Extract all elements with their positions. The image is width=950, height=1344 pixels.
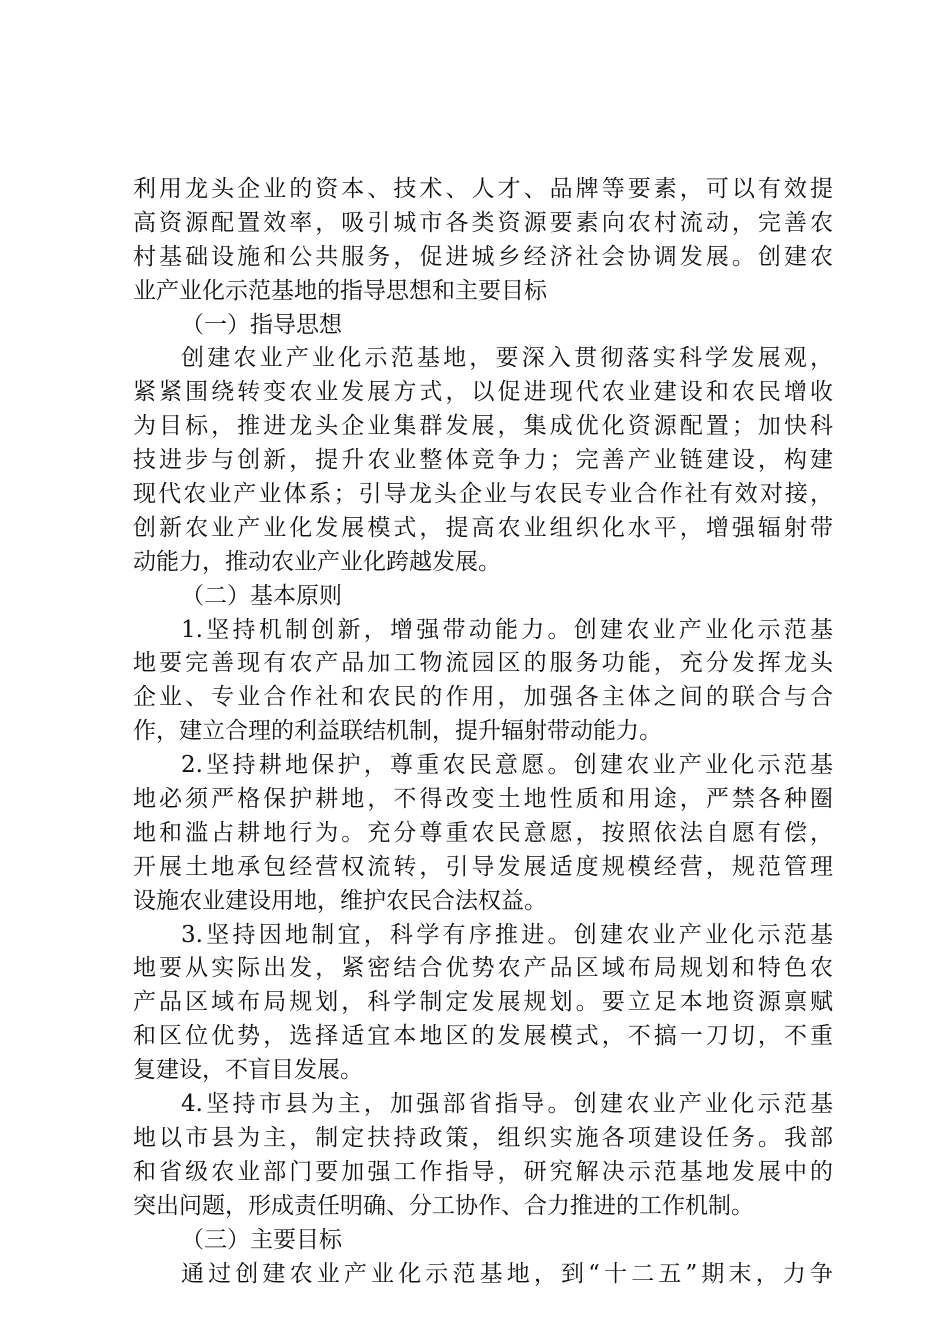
body-line: 创新农业产业化发展模式，提高农业组织化水平，增强辐射带 [133, 514, 833, 541]
body-line: 地和滥占耕地行为。充分尊重农民意愿，按照依法自愿有偿， [133, 819, 833, 846]
section-heading-basic-principles: （二）基本原则 [181, 582, 342, 609]
body-line: 现代农业产业体系；引导龙头企业与农民专业合作社有效对接， [133, 481, 833, 508]
section-heading-guiding-thought: （一）指导思想 [181, 311, 342, 338]
principle-1-first-line: 1.坚持机制创新，增强带动能力。创建农业产业化示范基 [181, 616, 833, 643]
section-heading-main-goals: （三）主要目标 [181, 1226, 342, 1253]
body-line: 地要从实际出发，紧密结合优势农产品区域布局规划和特色农 [133, 955, 833, 982]
paragraph-first-line: 通过创建农业产业化示范基地，到“十二五”期末，力争 [181, 1260, 833, 1287]
body-line: 为目标，推进龙头企业集群发展，集成优化资源配置；加快科 [133, 413, 833, 440]
body-line: 地必须严格保护耕地，不得改变土地性质和用途，严禁各种圈 [133, 786, 833, 813]
body-line: 设施农业建设用地，维护农民合法权益。 [133, 887, 547, 914]
body-line: 高资源配置效率，吸引城市各类资源要素向农村流动，完善农 [133, 209, 833, 236]
body-line: 利用龙头企业的资本、技术、人才、品牌等要素，可以有效提 [133, 176, 833, 202]
body-line: 和省级农业部门要加强工作指导，研究解决示范基地发展中的 [133, 1158, 833, 1185]
principle-2-first-line: 2.坚持耕地保护，尊重农民意愿。创建农业产业化示范基 [181, 752, 833, 779]
paragraph-first-line: 创建农业产业化示范基地，要深入贯彻落实科学发展观， [181, 345, 833, 372]
body-line: 紧紧围绕转变农业发展方式，以促进现代农业建设和农民增收 [133, 379, 833, 406]
principle-4-first-line: 4.坚持市县为主，加强部省指导。创建农业产业化示范基 [181, 1091, 833, 1118]
body-line: 开展土地承包经营权流转，引导发展适度规模经营，规范管理 [133, 853, 833, 880]
body-line: 技进步与创新，提升农业整体竞争力；完善产业链建设，构建 [133, 447, 833, 474]
principle-3-first-line: 3.坚持因地制宜，科学有序推进。创建农业产业化示范基 [181, 921, 833, 948]
body-line: 产品区域布局规划，科学制定发展规划。要立足本地资源禀赋 [133, 989, 833, 1016]
body-line: 动能力，推动农业产业化跨越发展。 [133, 548, 501, 575]
body-line: 村基础设施和公共服务，促进城乡经济社会协调发展。创建农 [133, 243, 833, 270]
body-line: 地要完善现有农产品加工物流园区的服务功能，充分发挥龙头 [133, 650, 833, 677]
body-line: 企业、专业合作社和农民的作用，加强各主体之间的联合与合 [133, 684, 833, 711]
document-body [133, 173, 833, 1291]
body-line: 和区位优势，选择适宜本地区的发展模式，不搞一刀切，不重 [133, 1023, 833, 1050]
body-line: 作，建立合理的利益联结机制，提升辐射带动能力。 [133, 718, 662, 745]
body-line: 突出问题，形成责任明确、分工协作、合力推进的工作机制。 [133, 1192, 754, 1219]
body-line: 业产业化示范基地的指导思想和主要目标 [133, 277, 547, 304]
body-line: 地以市县为主，制定扶持政策，组织实施各项建设任务。我部 [133, 1124, 833, 1151]
body-line: 复建设，不盲目发展。 [133, 1057, 363, 1084]
